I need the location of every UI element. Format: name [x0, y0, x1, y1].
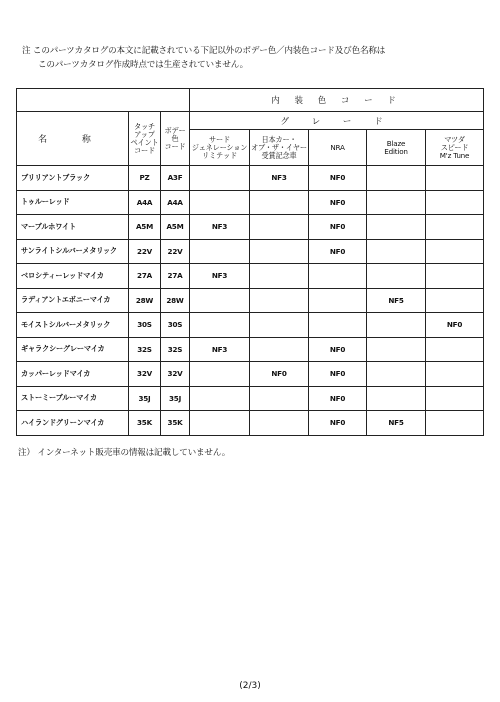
- trim-code-cell: NF0: [309, 411, 367, 436]
- trim-code-cell: NF3: [190, 337, 250, 362]
- trim-code-cell: [367, 215, 426, 240]
- trim-code-cell: NF5: [367, 288, 426, 313]
- table-row: [17, 215, 484, 240]
- table-row: [17, 337, 484, 362]
- body-color-code-cell: 35J: [161, 386, 190, 411]
- trim-code-cell: [367, 362, 426, 387]
- trim-code-cell: NF0: [309, 337, 367, 362]
- trim-code-cell: [190, 411, 250, 436]
- grade-header: グ レ ー ド: [190, 112, 484, 130]
- trim-code-cell: [309, 288, 367, 313]
- body-color-column-header: ボデー 色 コード: [161, 112, 190, 166]
- trim-code-cell: NF0: [309, 166, 367, 191]
- trim-code-cell: [367, 239, 426, 264]
- touchup-code-cell: 32S: [129, 337, 161, 362]
- body-color-code-cell: A3F: [161, 166, 190, 191]
- trim-code-cell: NF3: [190, 215, 250, 240]
- body-color-code-cell: 28W: [161, 288, 190, 313]
- trim-code-cell: NF5: [367, 411, 426, 436]
- body-color-code-cell: A4A: [161, 190, 190, 215]
- header-blank-cell: [17, 89, 190, 112]
- color-name-cell: カッパーレッドマイカ: [17, 362, 129, 387]
- trim-code-cell: NF3: [250, 166, 309, 191]
- color-name-cell: トゥルーレッド: [17, 190, 129, 215]
- trim-code-cell: [250, 288, 309, 313]
- touchup-code-cell: 35K: [129, 411, 161, 436]
- trim-code-cell: [367, 313, 426, 338]
- trim-code-cell: [250, 411, 309, 436]
- color-name-cell: モイストシルバーメタリック: [17, 313, 129, 338]
- table-row: [17, 239, 484, 264]
- trim-code-cell: [250, 239, 309, 264]
- trim-code-cell: [190, 190, 250, 215]
- body-color-code-cell: 30S: [161, 313, 190, 338]
- top-note-line-1: 注 このパーツカタログの本文に記載されている下記以外のボデー色／内装色コード及び色名称は: [22, 46, 386, 56]
- touchup-code-cell: A5M: [129, 215, 161, 240]
- table-body: [17, 166, 484, 436]
- top-note-line-2: このパーツカタログ作成時点では生産されていません。: [38, 60, 249, 70]
- trim-code-cell: [367, 166, 426, 191]
- grade-header-blaze-edition: Blaze Edition: [367, 130, 426, 166]
- table-row: [17, 386, 484, 411]
- body-color-code-cell: 27A: [161, 264, 190, 289]
- trim-code-cell: [426, 288, 484, 313]
- touchup-code-cell: 30S: [129, 313, 161, 338]
- trim-code-cell: NF0: [309, 362, 367, 387]
- touchup-code-cell: 35J: [129, 386, 161, 411]
- trim-code-cell: [190, 239, 250, 264]
- trim-code-cell: [250, 264, 309, 289]
- touchup-code-cell: A4A: [129, 190, 161, 215]
- table-row: [17, 362, 484, 387]
- touchup-code-cell: PZ: [129, 166, 161, 191]
- color-name-cell: ラディアントエボニーマイカ: [17, 288, 129, 313]
- color-name-cell: ブリリアントブラック: [17, 166, 129, 191]
- touchup-column-header: タッチ アップ ペイント コード: [129, 112, 161, 166]
- trim-code-cell: [426, 362, 484, 387]
- trim-code-cell: [426, 264, 484, 289]
- table-row: [17, 190, 484, 215]
- touchup-code-cell: 27A: [129, 264, 161, 289]
- trim-code-cell: [190, 362, 250, 387]
- trim-code-cell: NF0: [309, 190, 367, 215]
- color-name-cell: ハイランドグリーンマイカ: [17, 411, 129, 436]
- color-name-cell: マーブルホワイト: [17, 215, 129, 240]
- color-name-cell: ギャラクシーグレーマイカ: [17, 337, 129, 362]
- table-row: [17, 264, 484, 289]
- body-color-code-cell: 22V: [161, 239, 190, 264]
- trim-code-cell: [426, 215, 484, 240]
- table-row: [17, 166, 484, 191]
- body-color-code-cell: 32V: [161, 362, 190, 387]
- trim-code-cell: [426, 386, 484, 411]
- trim-code-cell: [309, 264, 367, 289]
- trim-code-cell: [250, 190, 309, 215]
- body-color-code-cell: 32S: [161, 337, 190, 362]
- trim-code-cell: [190, 288, 250, 313]
- trim-code-cell: [426, 337, 484, 362]
- table-row: [17, 313, 484, 338]
- trim-code-cell: [367, 264, 426, 289]
- touchup-code-cell: 28W: [129, 288, 161, 313]
- trim-code-cell: [250, 337, 309, 362]
- trim-code-cell: NF0: [250, 362, 309, 387]
- trim-code-cell: [309, 313, 367, 338]
- table-row: [17, 288, 484, 313]
- trim-code-cell: NF3: [190, 264, 250, 289]
- trim-code-cell: [190, 313, 250, 338]
- trim-code-cell: [190, 166, 250, 191]
- trim-code-cell: [367, 337, 426, 362]
- grade-header-nra: NRA: [309, 130, 367, 166]
- trim-code-cell: NF0: [309, 215, 367, 240]
- trim-code-cell: [426, 411, 484, 436]
- trim-code-cell: [250, 215, 309, 240]
- color-name-cell: ストーミーブルーマイカ: [17, 386, 129, 411]
- color-code-table: [16, 88, 484, 436]
- trim-code-cell: [250, 386, 309, 411]
- color-name-cell: ベロシティーレッドマイカ: [17, 264, 129, 289]
- bottom-note: 注） インターネット販売車の情報は記載していません。: [18, 448, 231, 458]
- grade-header-third-generation: サード ジェネレーション リミテッド: [190, 130, 250, 166]
- trim-code-cell: NF0: [426, 313, 484, 338]
- grade-header-mazdaspeed: マツダ スピード M'z Tune: [426, 130, 484, 166]
- trim-code-cell: [426, 166, 484, 191]
- trim-code-cell: NF0: [309, 239, 367, 264]
- body-color-code-cell: A5M: [161, 215, 190, 240]
- trim-code-cell: [426, 190, 484, 215]
- body-color-code-cell: 35K: [161, 411, 190, 436]
- top-note: [22, 44, 482, 72]
- page-number: (2/3): [239, 681, 261, 691]
- table-row: [17, 411, 484, 436]
- name-column-header: 名 称: [17, 112, 129, 166]
- trim-code-cell: NF0: [309, 386, 367, 411]
- interior-color-code-header: 内 装 色 コ ー ド: [190, 89, 484, 112]
- trim-code-cell: [250, 313, 309, 338]
- grade-header-car-of-the-year: 日本カー・ オブ・ザ・イヤー 受賞記念車: [250, 130, 309, 166]
- trim-code-cell: [190, 386, 250, 411]
- color-name-cell: サンライトシルバーメタリック: [17, 239, 129, 264]
- trim-code-cell: [426, 239, 484, 264]
- trim-code-cell: [367, 190, 426, 215]
- trim-code-cell: [367, 386, 426, 411]
- touchup-code-cell: 22V: [129, 239, 161, 264]
- touchup-code-cell: 32V: [129, 362, 161, 387]
